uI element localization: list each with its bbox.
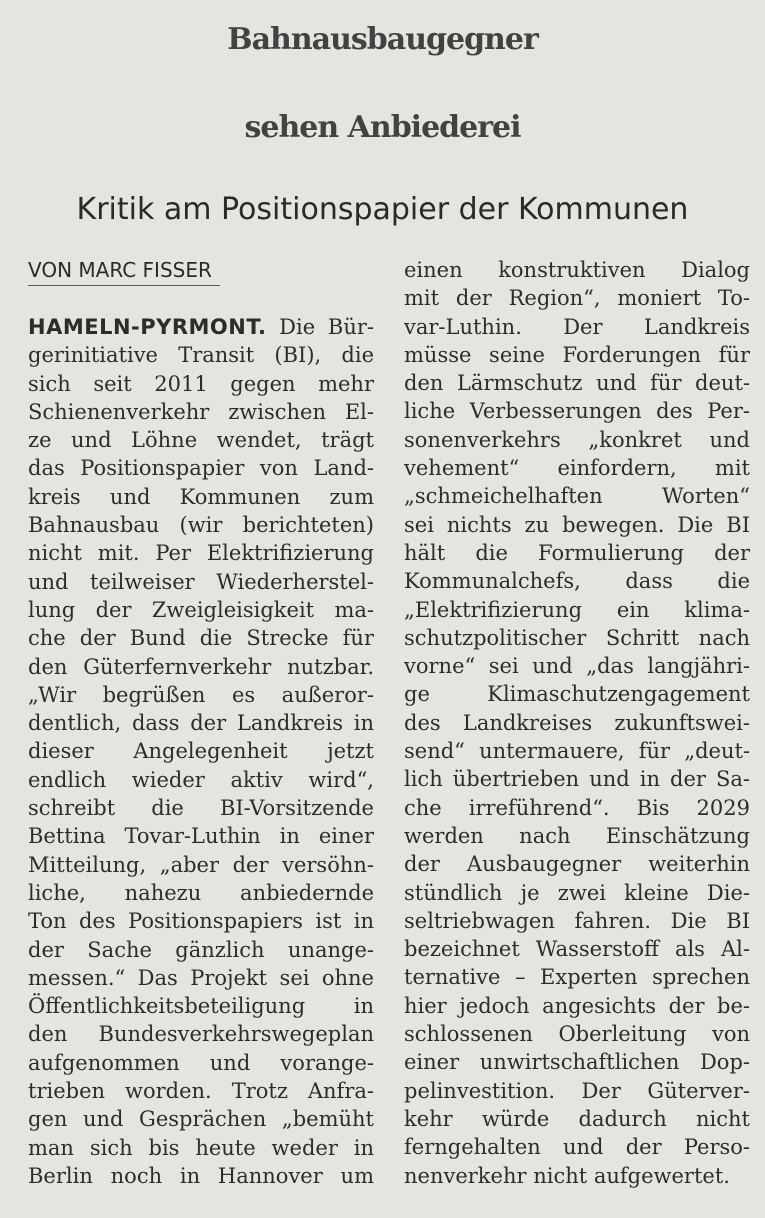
text-line: Ton des Positionspapiers ist in: [28, 909, 374, 934]
subtitle: Kritik am Positionspapier der Kommunen: [76, 192, 689, 227]
headline-line-1: Bahnausbaugegner: [227, 22, 538, 57]
text-line: aufgenommen und vorange-: [28, 1050, 374, 1075]
text-line: [28, 313, 374, 341]
text-line: vorne“ sei und „das langjähri-: [404, 654, 750, 679]
text-line: müsse seine Forderungen für: [404, 342, 750, 367]
text-line: Schienenverkehr zwischen El-: [28, 399, 374, 424]
text-line: ferngehalten und der Perso-: [404, 1135, 750, 1160]
text-line: „Elektrifizierung ein klima-: [404, 597, 750, 622]
text-line: bezeichnet Wasserstoff als Al-: [404, 937, 750, 962]
text-line: kehr würde dadurch nicht: [404, 1106, 750, 1131]
text-line: gen und Gesprächen „bemüht: [28, 1107, 374, 1132]
text-line: trieben worden. Trotz Anfra-: [28, 1079, 374, 1104]
text-line: „schmeichelhaften Worten“: [404, 484, 750, 509]
text-line: und teilweiser Wiederherstel-: [28, 569, 374, 594]
text-line: dieser Angelegenheit jetzt: [28, 739, 374, 764]
text-line: schreibt die BI-Vorsitzende: [28, 796, 374, 821]
text-line: der Ausbaugegner weiterhin: [404, 852, 750, 877]
byline: VON MARC FISSER: [28, 256, 220, 286]
text-line: schutzpolitischer Schritt nach: [404, 625, 750, 650]
text-line: seltriebwagen fahren. Die BI: [404, 908, 750, 933]
text-line: der Sache gänzlich unange-: [28, 937, 374, 962]
text-line: mit der Region“, moniert To-: [404, 286, 750, 311]
text-line: nicht mit. Per Elektrifizierung: [28, 541, 374, 566]
text-line: endlich wieder aktiv wird“,: [28, 767, 374, 792]
text-line: ternative – Experten sprechen: [404, 965, 750, 990]
text-line: lich übertrieben und in der Sa-: [404, 767, 750, 792]
text-line: ge Klimaschutzengagement: [404, 682, 750, 707]
text-line-part: Die Bür-: [266, 315, 374, 339]
text-line: schlossenen Oberleitung von: [404, 1022, 750, 1047]
text-line: nenverkehr nicht aufgewertet.: [404, 1163, 730, 1188]
text-line: sonenverkehrs „konkret und: [404, 427, 750, 452]
text-line: Bettina Tovar-Luthin in einer: [28, 824, 374, 849]
headline-line-2: sehen Anbiederei: [244, 110, 521, 145]
text-line: Berlin noch in Hannover um: [28, 1163, 374, 1188]
text-line: Öffentlichkeitsbeteiligung in: [28, 994, 374, 1019]
text-line: vehement“ einfordern, mit: [404, 456, 750, 481]
text-line: man sich bis heute weder in: [28, 1135, 374, 1160]
text-line: Mitteilung, „aber der versöhn-: [28, 852, 374, 877]
article-column-2: [404, 256, 750, 1190]
dateline: HAMELN-PYRMONT.: [28, 315, 267, 339]
text-line: hält die Formulierung der: [404, 540, 750, 565]
text-line: Kommunalchefs, dass die: [404, 569, 750, 594]
text-line: den Lärmschutz und für deut-: [404, 371, 750, 396]
text-line: messen.“ Das Projekt sei ohne: [28, 965, 374, 990]
text-line: che der Bund die Strecke für: [28, 626, 374, 651]
text-line: den Güterfernverkehr nutzbar.: [28, 654, 374, 679]
text-line: das Positionspapier von Land-: [28, 456, 374, 481]
text-line: „Wir begrüßen es außeror-: [28, 682, 374, 707]
text-line: var-Luthin. Der Landkreis: [404, 314, 750, 339]
text-line: pelinvestition. Der Güterver-: [404, 1078, 750, 1103]
text-line: gerinitiative Transit (BI), die: [28, 343, 374, 368]
text-line: Bahnausbau (wir berichteten): [28, 513, 374, 538]
text-line: che irreführend“. Bis 2029: [404, 795, 750, 820]
text-line: dentlich, dass der Landkreis in: [28, 711, 374, 736]
article-column-1: [28, 313, 374, 1190]
text-line: liche Verbesserungen des Per-: [404, 399, 750, 424]
text-line: send“ untermauere, für „deut-: [404, 739, 750, 764]
text-line: stündlich je zwei kleine Die-: [404, 880, 750, 905]
text-line: des Landkreises zukunftswei-: [404, 710, 750, 735]
text-line: ze und Löhne wendet, trägt: [28, 428, 374, 453]
text-line: liche, nahezu anbiedernde: [28, 880, 374, 905]
text-line: lung der Zweigleisigkeit ma-: [28, 597, 374, 622]
text-line: sei nichts zu bewegen. Die BI: [404, 512, 750, 537]
text-line: einer unwirtschaftlichen Dop-: [404, 1050, 750, 1075]
text-line: den Bundesverkehrswegeplan: [28, 1022, 374, 1047]
text-line: sich seit 2011 gegen mehr: [28, 371, 374, 396]
text-line: werden nach Einschätzung: [404, 823, 750, 848]
text-line: kreis und Kommunen zum: [28, 484, 374, 509]
text-line: hier jedoch angesichts der be-: [404, 993, 750, 1018]
text-line: einen konstruktiven Dialog: [404, 258, 750, 282]
